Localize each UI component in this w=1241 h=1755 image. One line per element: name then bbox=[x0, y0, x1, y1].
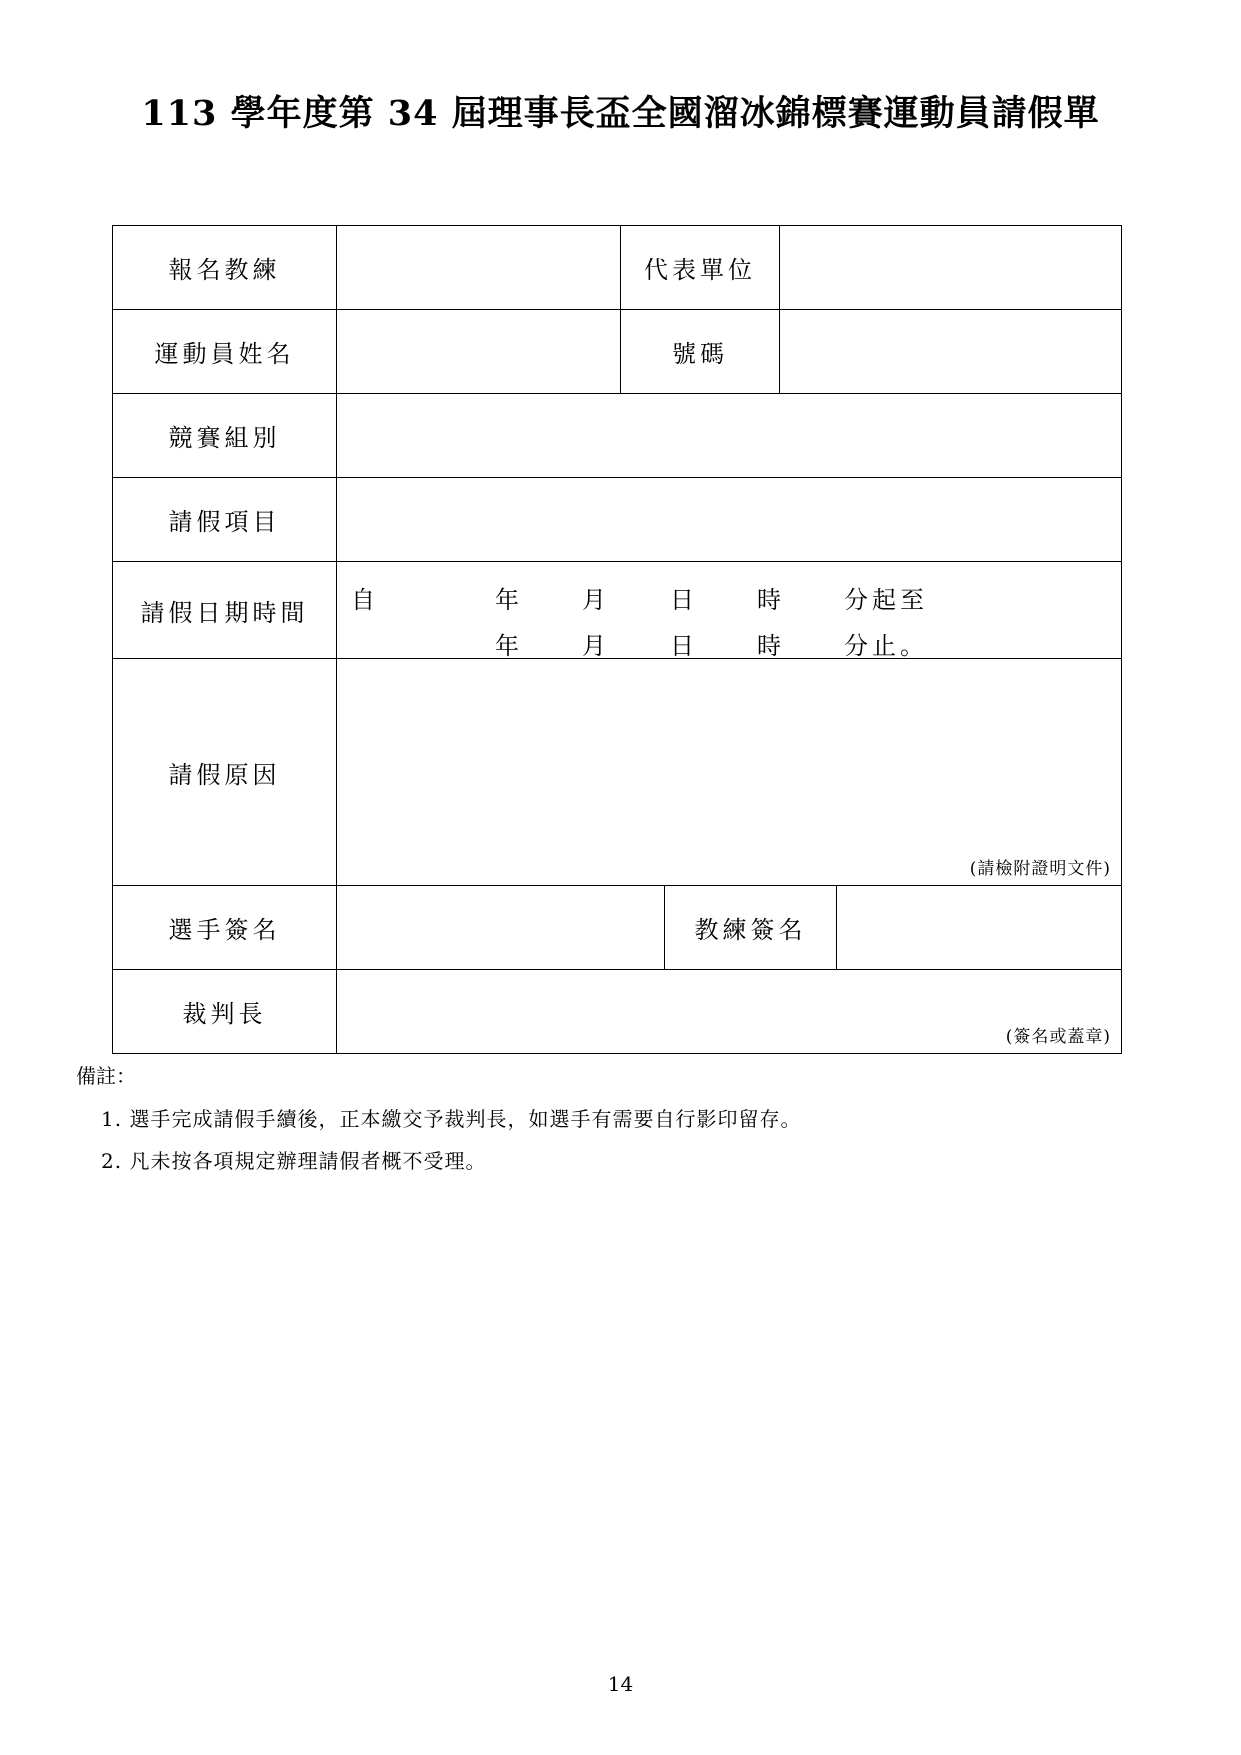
group-field[interactable] bbox=[337, 394, 1122, 478]
form-row-athlete bbox=[113, 310, 1122, 394]
datetime-day-start: 日 bbox=[670, 586, 694, 614]
athlete-signature-label: 選手簽名 bbox=[113, 886, 337, 970]
number-label: 號碼 bbox=[621, 310, 780, 394]
referee-label: 裁判長 bbox=[113, 970, 337, 1054]
referee-note: (簽名或蓋章) bbox=[1005, 1027, 1111, 1047]
referee-field[interactable] bbox=[337, 970, 1122, 1054]
remark-item-1: 1. 選手完成請假手續後，正本繳交予裁判長，如選手有需要自行影印留存。 bbox=[101, 1107, 802, 1131]
reason-label: 請假原因 bbox=[113, 659, 337, 886]
form-row-coach bbox=[113, 226, 1122, 310]
datetime-year-end: 年 bbox=[495, 632, 519, 660]
coach-signature-field[interactable] bbox=[837, 886, 1122, 970]
athlete-name-field[interactable] bbox=[337, 310, 621, 394]
coach-field[interactable] bbox=[337, 226, 621, 310]
datetime-hour-end: 時 bbox=[757, 632, 781, 660]
reason-field[interactable] bbox=[337, 659, 1122, 886]
datetime-field[interactable] bbox=[337, 562, 1122, 659]
form-row-signatures bbox=[113, 886, 1122, 970]
datetime-minute-start: 分起至 bbox=[844, 586, 928, 614]
datetime-year-start: 年 bbox=[495, 586, 519, 614]
leave-form-table bbox=[112, 225, 1122, 1054]
coach-signature-label: 教練簽名 bbox=[665, 886, 837, 970]
page-number: 14 bbox=[607, 1672, 634, 1696]
athlete-signature-field[interactable] bbox=[337, 886, 665, 970]
datetime-day-end: 日 bbox=[670, 632, 694, 660]
unit-field[interactable] bbox=[780, 226, 1122, 310]
remarks-label: 備註： bbox=[76, 1064, 136, 1088]
datetime-from: 自 bbox=[351, 586, 375, 614]
datetime-minute-end: 分止。 bbox=[844, 632, 928, 660]
form-row-group bbox=[113, 394, 1122, 478]
datetime-month-end: 月 bbox=[582, 632, 606, 660]
page-title: 113 學年度第 34 屆理事長盃全國溜冰錦標賽運動員請假單 bbox=[141, 93, 1100, 134]
unit-label: 代表單位 bbox=[621, 226, 780, 310]
datetime-hour-start: 時 bbox=[757, 586, 781, 614]
form-row-datetime bbox=[113, 562, 1122, 659]
group-label: 競賽組別 bbox=[113, 394, 337, 478]
form-row-item bbox=[113, 478, 1122, 562]
coach-label: 報名教練 bbox=[113, 226, 337, 310]
form-row-referee bbox=[113, 970, 1122, 1054]
leave-item-field[interactable] bbox=[337, 478, 1122, 562]
datetime-label: 請假日期時間 bbox=[113, 562, 337, 659]
remark-item-2: 2. 凡未按各項規定辦理請假者概不受理。 bbox=[101, 1149, 487, 1173]
form-row-reason bbox=[113, 659, 1122, 886]
leave-item-label: 請假項目 bbox=[113, 478, 337, 562]
athlete-name-label: 運動員姓名 bbox=[113, 310, 337, 394]
reason-note: (請檢附證明文件) bbox=[969, 859, 1111, 879]
datetime-month-start: 月 bbox=[582, 586, 606, 614]
number-field[interactable] bbox=[780, 310, 1122, 394]
